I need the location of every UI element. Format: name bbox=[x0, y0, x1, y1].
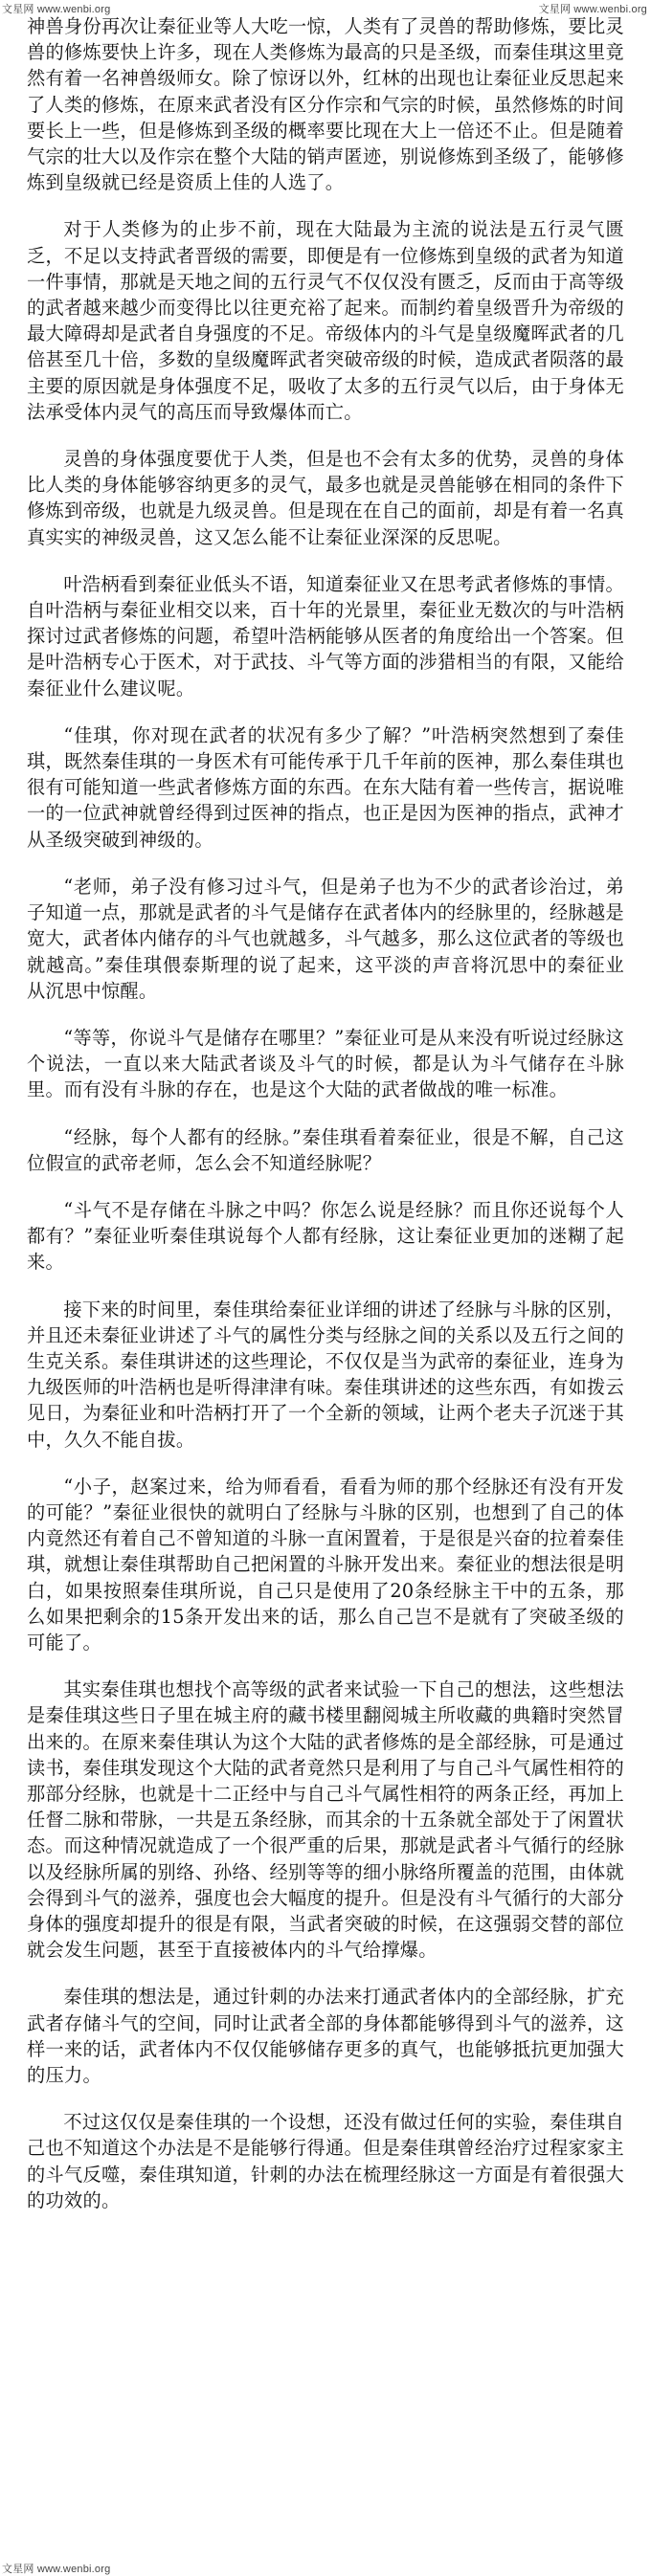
paragraph-1: 神兽身份再次让秦征业等人大吃一惊，人类有了灵兽的帮助修炼，要比灵兽的修炼要快上许多，现在人类修炼为最高的只是圣级，而秦佳琪这里竟然有着一名神兽级师女。除了惊讶以外，红林的出现也让秦征业反思起来了人类的修炼，在原来武者没有区分作宗和气宗的时候，虽然修炼的时间要长上一些，但是修炼到圣级的概率要比现在大上一倍还不止。但是随着气宗的壮大以及作宗在整个大陆的销声匿迹，别说修炼到圣级了，能够修炼到皇级就已经是资质上佳的人选了。 bbox=[27, 15, 624, 194]
paragraph-10: 接下来的时间里，秦佳琪给秦征业详细的讲述了经脉与斗脉的区别，并且还未秦征业讲述了斗气的属性分类与经脉之间的关系以及五行之间的生克关系。秦佳琪讲述的这些理论，不仅仅是当为武帝的秦征业，连身为九级医师的叶浩柄也是听得津津有味。秦佳琪讲述的这些东西，有如拨云见日，为秦征业和叶浩柄打开了一个全新的领域，让两个老夫子沉迷于其中，久久不能自拔。 bbox=[27, 1298, 624, 1451]
paragraph-11: “小子，赵案过来，给为师看看，看看为师的那个经脉还有没有开发的可能？”秦征业很快的就明白了经脉与斗脉的区别，也想到了自己的体内竟然还有着自己不曾知道的斗脉一直闲置着，于是很是兴奋的拉着秦佳琪，就想让秦佳琪帮助自己把闲置的斗脉开发出来。秦征业的想法很是明白，如果按照秦佳琪所说，自己只是使用了20条经脉主干中的五条，那么如果把剩余的15条开发出来的话，那么自己岂不是就有了突破圣级的可能了。 bbox=[27, 1475, 624, 1654]
paragraph-14: 不过这仅仅是秦佳琪的一个设想，还没有做过任何的实验，秦佳琪自己也不知道这个办法是不是能够行得通。但是秦佳琪曾经治疗过程家家主的斗气反噬，秦佳琪知道，针刺的办法在梳理经脉这一方面是有着很强大的功效的。 bbox=[27, 2111, 624, 2211]
site-watermark-bottom-left: 文星网 www.wenbi.org bbox=[2, 2564, 111, 2575]
paragraph-7: “等等，你说斗气是储存在哪里？”秦征业可是从来没有听说过经脉这个说法，一直以来大陆武者谈及斗气的时候，都是认为斗气储存在斗脉里。而有没有斗脉的存在，也是这个大陆的武者做战的唯一标准。 bbox=[27, 1026, 624, 1101]
paragraph-12: 其实秦佳琪也想找个高等级的武者来试验一下自己的想法，这些想法是秦佳琪这些日子里在城主府的藏书楼里翻阅城主所收藏的典籍时突然冒出来的。在原来秦佳琪认为这个大陆的武者修炼的是全部经脉，可是通过读书，秦佳琪发现这个大陆的武者竟然只是利用了与自己斗气属性相符的那部分经脉，也就是十二正经中与自己斗气属性相符的两条正经，再加上任督二脉和带脉，一共是五条经脉，而其余的十五条就全部处于了闲置状态。而这种情况就造成了一个很严重的后果，那就是武者斗气循行的经脉以及经脉所属的别络、孙络、经别等等的细小脉络所覆盖的范围，由体就会得到斗气的滋养，强度也会大幅度的提升。但是没有斗气循行的大部分身体的强度却提升的很是有限，当武者突破的时候，在这强弱交替的部位就会发生问题，甚至于直接被体内的斗气给撑爆。 bbox=[27, 1678, 624, 1962]
paragraph-2: 对于人类修为的止步不前，现在大陆最为主流的说法是五行灵气匮乏，不足以支持武者晋级的需要，即便是有一位修炼到皇级的武者为知道一件事情，那就是天地之间的五行灵气不仅仅没有匮乏，反而由于高等级的武者越来越少而变得比以往更充裕了起来。而制约着皇级晋升为帝级的最大障碍却是武者自身强度的不足。帝级体内的斗气是皇级魔晖武者的几倍甚至几十倍，多数的皇级魔晖武者突破帝级的时候，造成武者陨落的最主要的原因就是身体强度不足，吸收了太多的五行灵气以后，由于身体无法承受体内灵气的高压而导致爆体而亡。 bbox=[27, 218, 624, 423]
paragraph-4: 叶浩柄看到秦征业低头不语，知道秦征业又在思考武者修炼的事情。自叶浩柄与秦征业相交以来，百十年的光景里，秦征业无数次的与叶浩柄探讨过武者修炼的问题，希望叶浩柄能够从医者的角度给出一个答案。但是叶浩柄专心于医术，对于武技、斗气等方面的涉猎相当的有限，又能给秦征业什么建议呢。 bbox=[27, 572, 624, 700]
paragraph-8: “经脉，每个人都有的经脉。”秦佳琪看着秦征业，很是不解，自己这位假宣的武帝老师，怎么会不知道经脉呢？ bbox=[27, 1125, 624, 1174]
paragraph-3: 灵兽的身体强度要优于人类，但是也不会有太多的优势，灵兽的身体比人类的身体能够容纳更多的灵气，最多也就是灵兽能够在相同的条件下修炼到帝级，也就是九级灵兽。但是现在在自己的面前，却是有着一名真真实实的神级灵兽，这又怎么能不让秦征业深深的反思呢。 bbox=[27, 448, 624, 548]
paragraph-6: “老师，弟子没有修习过斗气，但是弟子也为不少的武者诊治过，弟子知道一点，那就是武者的斗气是储存在武者体内的经脉里的，经脉越是宽大，武者体内储存的斗气也就越多，斗气越多，那么这位武者的等级也就越高。”秦佳琪偎泰斯理的说了起来，这平淡的声音将沉思中的秦征业从沉思中惊醒。 bbox=[27, 875, 624, 1002]
article-body bbox=[27, 13, 624, 2234]
site-watermark-top-left: 文星网 www.wenbi.org bbox=[2, 4, 111, 15]
site-watermark-top-right: 文星网 www.wenbi.org bbox=[538, 4, 647, 15]
paragraph-13: 秦佳琪的想法是，通过针刺的办法来打通武者体内的全部经脉，扩充武者存储斗气的空间，同时让武者全部的身体都能够得到斗气的滋养，这样一来的话，武者体内不仅仅能够储存更多的真气，也能够抵抗更加强大的压力。 bbox=[27, 1986, 624, 2087]
paragraph-5: “佳琪，你对现在武者的状况有多少了解？”叶浩柄突然想到了秦佳琪，既然秦佳琪的一身医术有可能传承于几千年前的医神，那么秦佳琪也很有可能知道一些武者修炼方面的东西。在东大陆有着一些传言，据说唯一的一位武神就曾经得到过医神的指点，也正是因为医神的指点，武神才从圣级突破到神级的。 bbox=[27, 723, 624, 851]
paragraph-9: “斗气不是存储在斗脉之中吗？你怎么说是经脉？而且你还说每个人都有？”秦征业听秦佳琪说每个人都有经脉，这让秦征业更加的迷糊了起来。 bbox=[27, 1198, 624, 1274]
